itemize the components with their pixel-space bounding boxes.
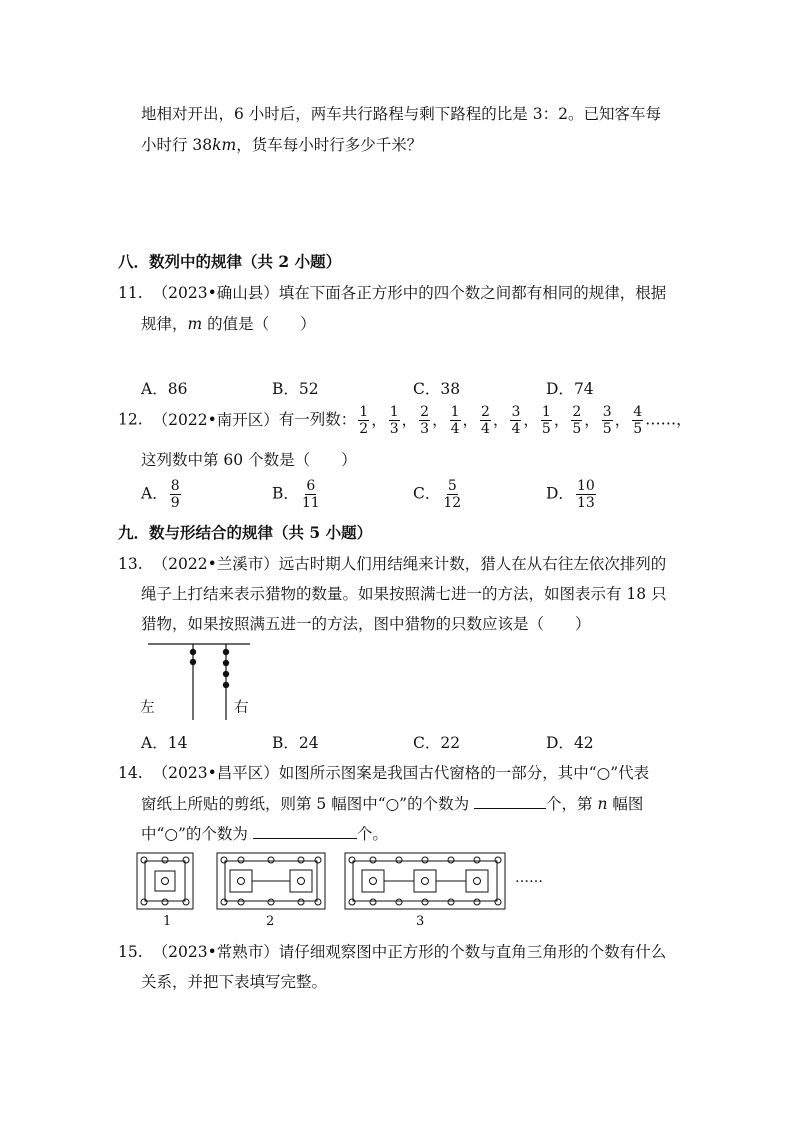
figure-ellipsis: …… <box>515 870 543 886</box>
option-label: C． <box>413 734 441 752</box>
pattern-2 <box>217 853 325 909</box>
variable-n: n <box>597 795 608 813</box>
q12-option-c[interactable] <box>413 478 464 511</box>
numerator: 5 <box>447 478 457 494</box>
option-value: 74 <box>573 380 594 398</box>
question-text: 个，第 <box>546 795 598 813</box>
option-label: B． <box>272 380 299 398</box>
q12-option-a[interactable] <box>141 478 183 511</box>
figure-label-2: 2 <box>266 914 275 929</box>
sequence-ellipsis: ……， <box>645 410 692 429</box>
option-label: B． <box>272 484 299 503</box>
separator: ， <box>401 410 418 429</box>
question-source: （2023•常熟市） <box>152 943 279 961</box>
question-text: 幅图 <box>607 795 644 813</box>
option-label: D． <box>546 380 574 398</box>
denominator: 9 <box>170 495 180 511</box>
question-13-line-3: 猎物，如果按照满五进一的方法，图中猎物的只数应该是（ ） <box>141 615 591 633</box>
question-11-line-1 <box>118 283 666 303</box>
q11-option-d[interactable] <box>546 377 594 399</box>
separator: ， <box>523 410 539 429</box>
question-14-line-3 <box>141 824 388 844</box>
question-text: 窗纸上所贴的剪纸，则第 5 幅图中“○”的个数为 <box>141 795 475 813</box>
numerator: 1 <box>450 404 460 420</box>
denominator: 5 <box>633 421 643 437</box>
section-8-heading: 八．数列中的规律（共 2 小题） <box>118 252 342 271</box>
question-number: 15. <box>118 943 143 961</box>
option-fraction <box>301 478 321 511</box>
numerator: 1 <box>359 404 369 420</box>
question-source: （2023•昌平区） <box>152 764 279 782</box>
q13-option-b[interactable] <box>272 731 319 753</box>
option-label: C． <box>413 484 441 503</box>
figure-label-3: 3 <box>416 914 425 929</box>
option-value: 38 <box>440 380 461 398</box>
question-number: 13. <box>118 555 143 573</box>
q10-text-b: ，货车每小时行多少千米？ <box>236 136 423 154</box>
question-text: 远古时期人们用结绳来计数，猎人在从右往左依次排列的 <box>278 555 667 573</box>
denominator: 3 <box>420 421 430 437</box>
question-14-line-2 <box>141 794 643 814</box>
question-13-line-2: 绳子上打结来表示猎物的数量。如果按照满七进一的方法，如图表示有 18 只 <box>141 585 667 603</box>
option-value: 24 <box>298 734 319 752</box>
option-value: 42 <box>573 734 594 752</box>
figure-left-label: 左 <box>140 700 155 716</box>
denominator: 4 <box>481 421 490 437</box>
sequence-fraction <box>480 404 491 437</box>
sequence-fraction <box>602 404 613 437</box>
option-value: 86 <box>167 380 188 398</box>
numerator: 2 <box>572 404 582 420</box>
q13-option-c[interactable] <box>413 731 460 753</box>
question-13-line-1 <box>118 554 666 574</box>
numerator: 10 <box>576 478 595 494</box>
sequence-fraction <box>419 404 430 437</box>
q10-text-a: 小时行 38 <box>141 136 213 154</box>
denominator: 3 <box>389 421 399 437</box>
q11-option-a[interactable] <box>141 377 187 399</box>
sequence-fraction <box>358 404 369 437</box>
option-value: 22 <box>440 734 461 752</box>
q12-option-d[interactable] <box>546 478 598 511</box>
question-12-line-2: 这列数中第 60 个数是（ ） <box>141 451 357 469</box>
sequence-fraction <box>632 404 643 437</box>
question-text: 规律， <box>141 315 188 333</box>
option-value: 14 <box>167 734 188 752</box>
numerator: 2 <box>481 404 490 420</box>
separator: ， <box>584 410 600 429</box>
denominator: 5 <box>541 421 551 437</box>
knot <box>190 659 196 665</box>
denominator: 12 <box>443 495 462 511</box>
q12-option-b[interactable] <box>272 478 323 511</box>
numerator: 8 <box>170 478 180 494</box>
separator: ， <box>614 410 631 429</box>
knot <box>223 682 229 688</box>
question-11-line-2 <box>141 314 316 334</box>
question-15-line-2: 关系，并把下表填写完整。 <box>141 973 328 991</box>
window-lattice-figure <box>136 852 536 912</box>
sequence-fraction <box>571 404 582 437</box>
numerator: 3 <box>602 404 612 420</box>
numerator: 1 <box>541 404 551 420</box>
option-label: B． <box>272 734 299 752</box>
q11-option-c[interactable] <box>413 377 460 399</box>
separator: ， <box>492 410 509 429</box>
pattern-3 <box>345 853 505 909</box>
fraction-sequence <box>356 404 645 437</box>
separator: ， <box>432 410 448 429</box>
question-text: 填在下面各正方形中的四个数之间都有相同的规律，根据 <box>278 284 667 302</box>
separator: ， <box>371 410 387 429</box>
knot <box>190 649 196 655</box>
numerator: 4 <box>633 404 643 420</box>
option-value: 52 <box>298 380 319 398</box>
q10-line-1: 地相对开出，6 小时后，两车共行路程与剩下路程的比是 3：2。已知客车每 <box>141 105 661 123</box>
question-source: （2022•南开区） <box>152 410 279 429</box>
denominator: 2 <box>359 421 369 437</box>
denominator: 4 <box>511 421 521 437</box>
q10-unit: km <box>212 136 237 154</box>
q13-option-d[interactable] <box>546 731 594 753</box>
denominator: 4 <box>450 421 460 437</box>
question-text: 个。 <box>356 825 388 843</box>
answer-blank-2[interactable] <box>253 824 357 839</box>
question-source: （2022•兰溪市） <box>152 555 279 573</box>
question-text: 有一列数： <box>278 410 357 429</box>
sequence-fraction <box>389 404 400 437</box>
question-14-line-1 <box>118 763 649 783</box>
question-12-line-1 <box>118 404 692 437</box>
knot <box>223 660 229 666</box>
sequence-fraction <box>510 404 521 437</box>
denominator: 11 <box>301 495 320 511</box>
q13-option-a[interactable] <box>141 731 187 753</box>
question-number: 12. <box>118 410 143 429</box>
question-text: 的值是（ ） <box>202 315 316 333</box>
pattern-1 <box>137 853 193 909</box>
option-fraction <box>442 478 462 511</box>
numerator: 6 <box>306 478 316 494</box>
question-text: 请仔细观察图中正方形的个数与直角三角形的个数有什么 <box>278 943 667 961</box>
figure-label-1: 1 <box>163 914 172 929</box>
option-fraction <box>576 478 596 511</box>
answer-blank-1[interactable] <box>474 794 546 809</box>
option-label: D． <box>546 734 574 752</box>
numerator: 3 <box>511 404 521 420</box>
question-number: 14. <box>118 764 143 782</box>
denominator: 5 <box>572 421 582 437</box>
option-label: C． <box>413 380 441 398</box>
question-text: 如图所示图案是我国古代窗格的一部分，其中“○”代表 <box>278 764 650 782</box>
numerator: 2 <box>420 404 430 420</box>
option-label: D． <box>546 484 574 503</box>
numerator: 1 <box>389 404 399 420</box>
separator: ， <box>553 410 570 429</box>
option-label: A． <box>141 734 168 752</box>
option-fraction <box>170 478 181 511</box>
figure-right-label: 右 <box>234 700 249 716</box>
option-label: A． <box>141 484 168 503</box>
sequence-fraction <box>541 404 552 437</box>
question-15-line-1 <box>118 942 666 962</box>
option-label: A． <box>141 380 168 398</box>
separator: ， <box>462 410 479 429</box>
variable-m: m <box>187 315 203 333</box>
denominator: 13 <box>576 495 595 511</box>
knot <box>223 649 229 655</box>
section-9-heading: 九．数与形结合的规律（共 5 小题） <box>118 523 373 542</box>
question-source: （2023•确山县） <box>152 284 279 302</box>
q11-option-b[interactable] <box>272 377 319 399</box>
sequence-fraction <box>450 404 461 437</box>
q10-line-2 <box>141 135 422 155</box>
denominator: 5 <box>602 421 612 437</box>
question-number: 11. <box>118 284 143 302</box>
question-text: 中“○”的个数为 <box>141 825 253 843</box>
knot <box>223 671 229 677</box>
